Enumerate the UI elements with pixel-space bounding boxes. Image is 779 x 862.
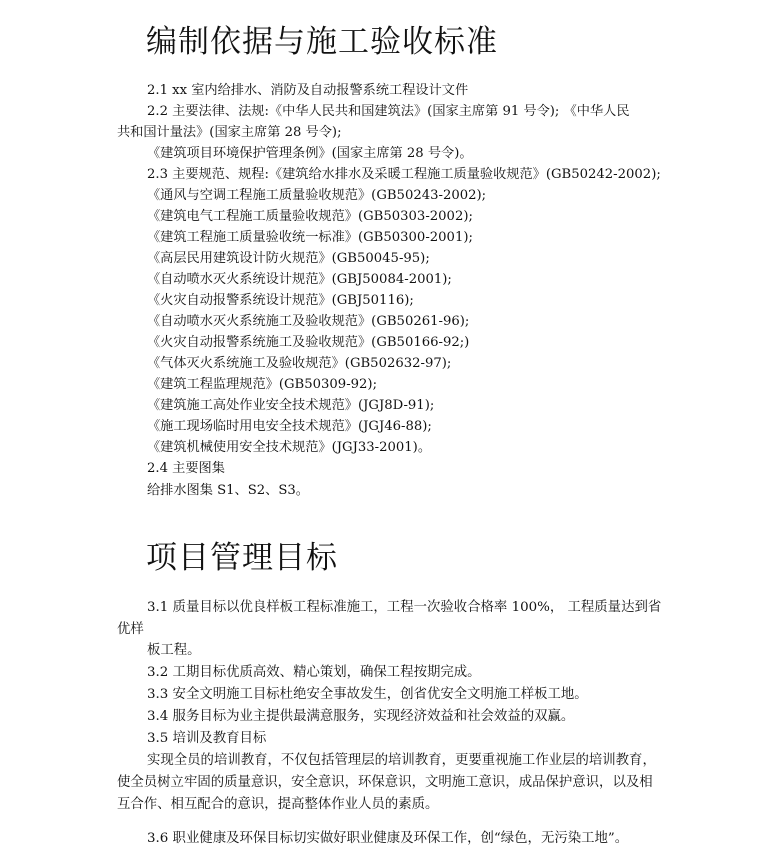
text-line: 使全员树立牢固的质量意识，安全意识，环保意识，文明施工意识，成品保护意识，以及相 (117, 775, 653, 790)
text-line: 3.5 培训及教育目标 (147, 731, 267, 746)
text-line: 《建筑工程监理规范》(GB50309-92); (147, 377, 378, 392)
text-line: 3.3 安全文明施工目标杜绝安全事故发生，创省优安全文明施工样板工地。 (147, 687, 588, 702)
text-line: 3.4 服务目标为业主提供最满意服务，实现经济效益和社会效益的双赢。 (147, 709, 575, 724)
text-line: 《火灾自动报警系统设计规范》(GBJ50116); (147, 293, 414, 308)
text-line: 《建筑机械使用安全技术规范》(JGJ33-2001)。 (147, 440, 432, 455)
text-line: 《火灾自动报警系统施工及验收规范》(GB50166-92;) (147, 335, 470, 350)
section-title-basis: 编制依据与施工验收标准 (146, 24, 498, 60)
text-line: 2.2 主要法律、法规:《中华人民共和国建筑法》(国家主席第 91 号令); 《中华人民 (147, 104, 630, 119)
text-line: 《气体灭火系统施工及验收规范》(GB502632-97); (147, 356, 452, 371)
text-line: 《建筑项目环境保护管理条例》(国家主席第 28 号令)。 (147, 146, 473, 161)
text-line: 3.6 职业健康及环保目标切实做好职业健康及环保工作，创“绿色，无污染工地”。 (147, 831, 629, 846)
text-line: 共和国计量法》(国家主席第 28 号令); (117, 125, 342, 140)
text-line: 给排水图集 S1、S2、S3。 (147, 483, 309, 498)
section-title-goals: 项目管理目标 (146, 540, 338, 576)
text-line: 《自动喷水灭火系统设计规范》(GBJ50084-2001); (147, 272, 452, 287)
text-line: 《通风与空调工程施工质量验收规范》(GB50243-2002); (147, 188, 487, 203)
text-line: 2.4 主要图集 (147, 461, 225, 476)
text-line: 《建筑工程施工质量验收统一标准》(GB50300-2001); (147, 230, 473, 245)
text-line: 3.2 工期目标优质高效、精心策划，确保工程按期完成。 (147, 665, 481, 680)
text-line: 实现全员的培训教育，不仅包括管理层的培训教育，更要重视施工作业层的培训教育， (147, 753, 656, 768)
text-line: 互合作、相互配合的意识，提高整体作业人员的素质。 (117, 797, 439, 812)
text-line: 《建筑施工高处作业安全技术规范》(JGJ8D-91); (147, 398, 435, 413)
text-line: 《高层民用建筑设计防火规范》(GB50045-95); (147, 251, 430, 266)
text-line: 优样 (117, 622, 144, 637)
text-line: 板工程。 (147, 643, 201, 658)
text-line: 2.1 xx 室内给排水、消防及自动报警系统工程设计文件 (147, 83, 469, 98)
text-line: 3.1 质量目标以优良样板工程标准施工，工程一次验收合格率 100%， 工程质量达到省 (147, 600, 662, 615)
text-line: 《建筑电气工程施工质量验收规范》(GB50303-2002); (147, 209, 473, 224)
text-line: 《自动喷水灭火系统施工及验收规范》(GB50261-96); (147, 314, 470, 329)
text-line: 《施工现场临时用电安全技术规范》(JGJ46-88); (147, 419, 432, 434)
text-line: 2.3 主要规范、规程:《建筑给水排水及采暖工程施工质量验收规范》(GB50242-2002); (147, 167, 661, 182)
